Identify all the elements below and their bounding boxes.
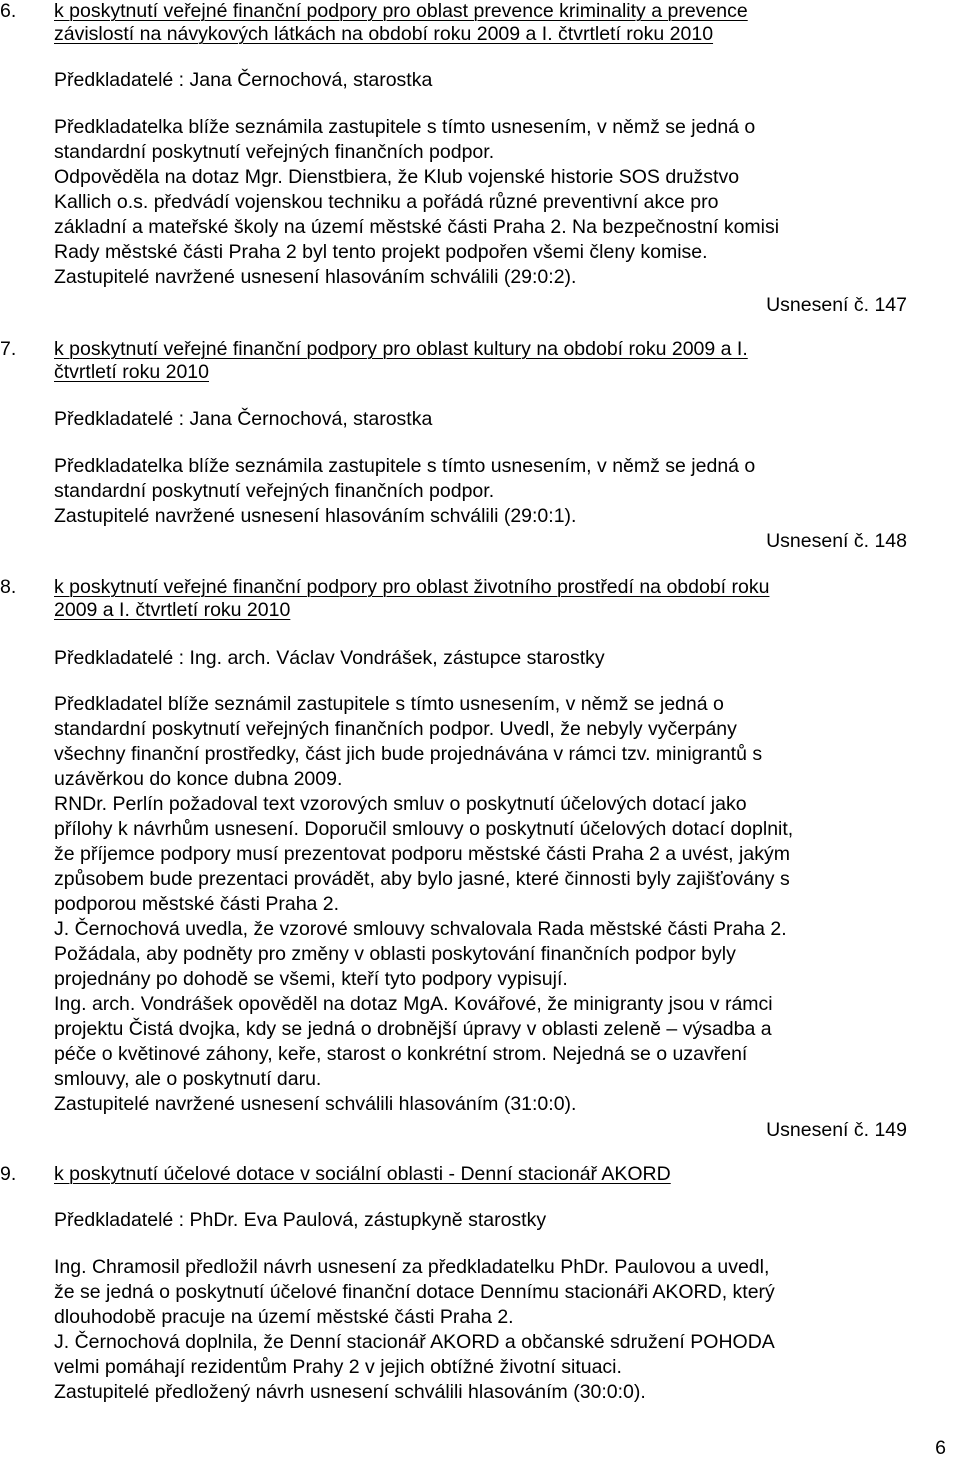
- body-line: velmi pomáhají rezidentům Prahy 2 v jejich obtížné životní situaci.: [54, 1356, 622, 1378]
- body-line: Rady městské části Praha 2 byl tento projekt podpořen všemi členy komise.: [54, 241, 708, 263]
- body-line: péče o květinové záhony, keře, starost o konkrétní strom. Nejedná se o uzavření: [54, 1043, 748, 1065]
- body-line: Zastupitelé navržené usnesení hlasováním schválili (29:0:1).: [54, 505, 577, 527]
- body-line: Předkladatel blíže seznámil zastupitele s tímto usnesením, v němž se jedná o: [54, 693, 724, 715]
- body-line: podporou městské části Praha 2.: [54, 893, 340, 915]
- proposer: Předkladatelé : Jana Černochová, starostka: [54, 69, 433, 91]
- body-line: standardní poskytnutí veřejných finančních podpor.: [54, 480, 495, 502]
- proposer: Předkladatelé : PhDr. Eva Paulová, zástupkyně starostky: [54, 1209, 547, 1231]
- body-line: RNDr. Perlín požadoval text vzorových smluv o poskytnutí účelových dotací jako: [54, 793, 747, 815]
- body-line: uzávěrkou do konce dubna 2009.: [54, 768, 343, 790]
- proposer: Předkladatelé : Ing. arch. Václav Vondrášek, zástupce starostky: [54, 647, 605, 669]
- body-line: Kallich o.s. předvádí vojenskou techniku a pořádá různé preventivní akce pro: [54, 191, 719, 213]
- page-number: 6: [935, 1437, 946, 1459]
- body-line: Předkladatelka blíže seznámila zastupitele s tímto usnesením, v němž se jedná o: [54, 116, 756, 138]
- body-line: standardní poskytnutí veřejných finančních podpor.: [54, 141, 495, 163]
- body-line: projektu Čistá dvojka, kdy se jedná o drobnější úpravy v oblasti zeleně – výsadba a: [54, 1018, 772, 1040]
- body-line: J. Černochová doplnila, že Denní stacionář AKORD a občanské sdružení POHODA: [54, 1331, 775, 1353]
- body-line: že příjemce podpory musí prezentovat podporu městské části Praha 2 a uvést, jakým: [54, 843, 790, 865]
- item-title: k poskytnutí veřejné finanční podpory pro oblast životního prostředí na období roku 2009 a I. čtvrtletí roku 2010: [54, 576, 770, 621]
- item-title: k poskytnutí účelové dotace v sociální oblasti - Denní stacionář AKORD: [54, 1163, 671, 1185]
- body-line: Odpověděla na dotaz Mgr. Dienstbiera, že Klub vojenské historie SOS družstvo: [54, 166, 740, 188]
- body-line: že se jedná o poskytnutí účelové finanční dotace Dennímu stacionáři AKORD, který: [54, 1281, 775, 1303]
- body-line: základní a mateřské školy na území městské části Praha 2. Na bezpečnostní komisi: [54, 216, 780, 238]
- body-line: Zastupitelé navržené usnesení schválili hlasováním (31:0:0).: [54, 1093, 577, 1115]
- body-line: Předkladatelka blíže seznámila zastupitele s tímto usnesením, v němž se jedná o: [54, 455, 756, 477]
- item-number: 9.: [0, 1163, 17, 1185]
- body-line: projednány po dohodě se všemi, kteří tyto podpory vypisují.: [54, 968, 568, 990]
- body-line: Zastupitelé předložený návrh usnesení schválili hlasováním (30:0:0).: [54, 1381, 646, 1403]
- body-line: Zastupitelé navržené usnesení hlasováním schválili (29:0:2).: [54, 266, 577, 288]
- body-line: smlouvy, ale o poskytnutí daru.: [54, 1068, 322, 1090]
- item-number: 7.: [0, 338, 17, 360]
- body-line: Požádala, aby podněty pro změny v oblasti poskytování finančních podpor byly: [54, 943, 736, 965]
- item-number: 8.: [0, 576, 17, 598]
- body-line: J. Černochová uvedla, že vzorové smlouvy schvalovala Rada městské části Praha 2.: [54, 918, 787, 940]
- item-number: 6.: [0, 0, 17, 22]
- body-line: způsobem bude prezentaci provádět, aby bylo jasné, které činnosti byly zajišťovány s: [54, 868, 790, 890]
- body-line: standardní poskytnutí veřejných finančních podpor. Uvedl, že nebyly vyčerpány: [54, 718, 737, 740]
- item-title: k poskytnutí veřejné finanční podpory pro oblast kultury na období roku 2009 a I. čtvrtletí roku 2010: [54, 338, 748, 383]
- resolution-number: Usnesení č. 148: [766, 530, 907, 552]
- proposer: Předkladatelé : Jana Černochová, starostka: [54, 408, 433, 430]
- body-line: všechny finanční prostředky, část jich bude projednávána v rámci tzv. minigrantů s: [54, 743, 763, 765]
- item-title: k poskytnutí veřejné finanční podpory pro oblast prevence kriminality a prevence závislostí na návykových látkách na období roku 2009 a I. čtvrtletí roku 2010: [54, 0, 748, 45]
- body-line: Ing. arch. Vondrášek opověděl na dotaz MgA. Kovářové, že minigranty jsou v rámci: [54, 993, 773, 1015]
- body-line: dlouhodobě pracuje na území městské části Praha 2.: [54, 1306, 514, 1328]
- body-line: Ing. Chramosil předložil návrh usnesení za předkladatelku PhDr. Paulovou a uvedl,: [54, 1256, 770, 1278]
- body-line: přílohy k návrhům usnesení. Doporučil smlouvy o poskytnutí účelových dotací doplnit,: [54, 818, 794, 840]
- resolution-number: Usnesení č. 147: [766, 294, 907, 316]
- resolution-number: Usnesení č. 149: [766, 1119, 907, 1141]
